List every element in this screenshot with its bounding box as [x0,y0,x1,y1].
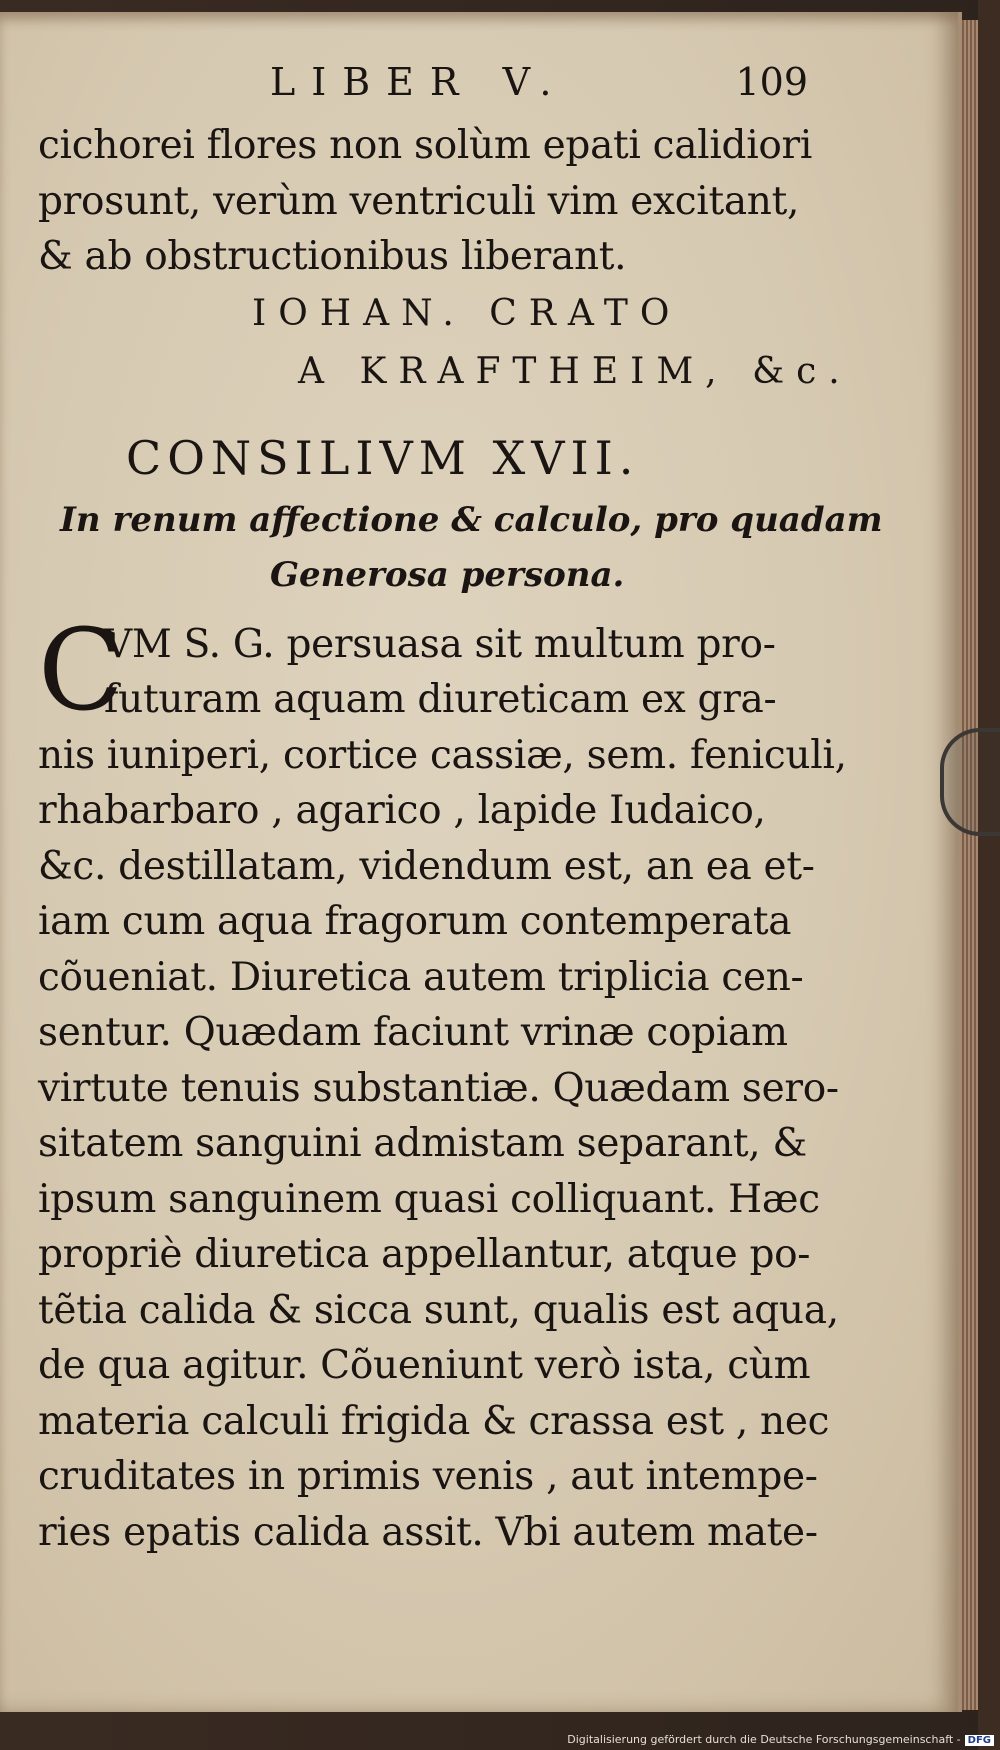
page-clip [940,728,1000,836]
text-line: tẽtia calida & sicca sunt, qualis est aqua, [38,1287,839,1333]
author-line-2: A KRAFTHEIM, &c. [298,350,852,392]
page-text [38,60,883,1560]
text-line: nis iuniperi, cortice cassiæ, sem. feniculi, [38,732,847,778]
text-line: futuram aquam diureticam ex gra- [104,677,777,722]
section-title: CONSILIVM XVII. [126,430,640,485]
text-line: sitatem sanguini admistam separant, & [38,1121,807,1166]
section-subtitle-2: Generosa persona. [270,554,625,595]
text-line: virtute tenuis substantiæ. Quædam sero- [38,1065,839,1111]
text-line: cruditates in primis venis , aut intempe- [38,1454,818,1499]
text-line: propriè diuretica appellantur, atque po- [38,1232,811,1277]
page-header [38,60,808,118]
text-line: rhabarbaro , agarico , lapide Iudaico, [38,788,766,833]
book-cover-edge [978,0,1000,1750]
text-line: ries epatis calida assit. Vbi autem mate- [38,1509,818,1555]
text-line: & ab obstructionibus liberant. [38,234,627,279]
text-line: cõueniat. Diuretica autem triplicia cen- [38,954,804,1000]
text-line: iam cum aqua fragorum contemperata [38,899,792,944]
intro-paragraph [38,118,813,285]
credit-text: Digitalisierung gefördert durch die Deutsche Forschungsgemeinschaft - [567,1733,961,1746]
digitization-credit [567,1733,994,1746]
page-number: 109 [735,60,808,104]
text-line: sentur. Quædam faciunt vrinæ copiam [38,1010,788,1055]
dfg-logo: DFG [965,1735,994,1746]
text-line: ipsum sanguinem quasi colliquant. Hæc [38,1176,820,1222]
drop-capital: C [38,605,124,736]
body-text [38,605,847,1561]
text-line: materia calculi frigida & crassa est , nec [38,1398,830,1444]
text-line: de qua agitur. Cõueniunt verò ista, cùm [38,1343,811,1388]
author-line-1: IOHAN. CRATO [252,292,682,334]
text-line: prosunt, verùm ventriculi vim excitant, [38,178,800,224]
text-line: VM S. G. persuasa sit multum pro- [104,621,776,667]
text-line: &c. destillatam, videndum est, an ea et- [38,843,815,889]
text-line: cichorei flores non solùm epati calidiori [38,123,813,168]
running-head: LIBER V. [270,60,568,104]
section-subtitle-1: In renum affectione & calculo, pro quadam [60,499,883,540]
page-edges [962,20,978,1710]
